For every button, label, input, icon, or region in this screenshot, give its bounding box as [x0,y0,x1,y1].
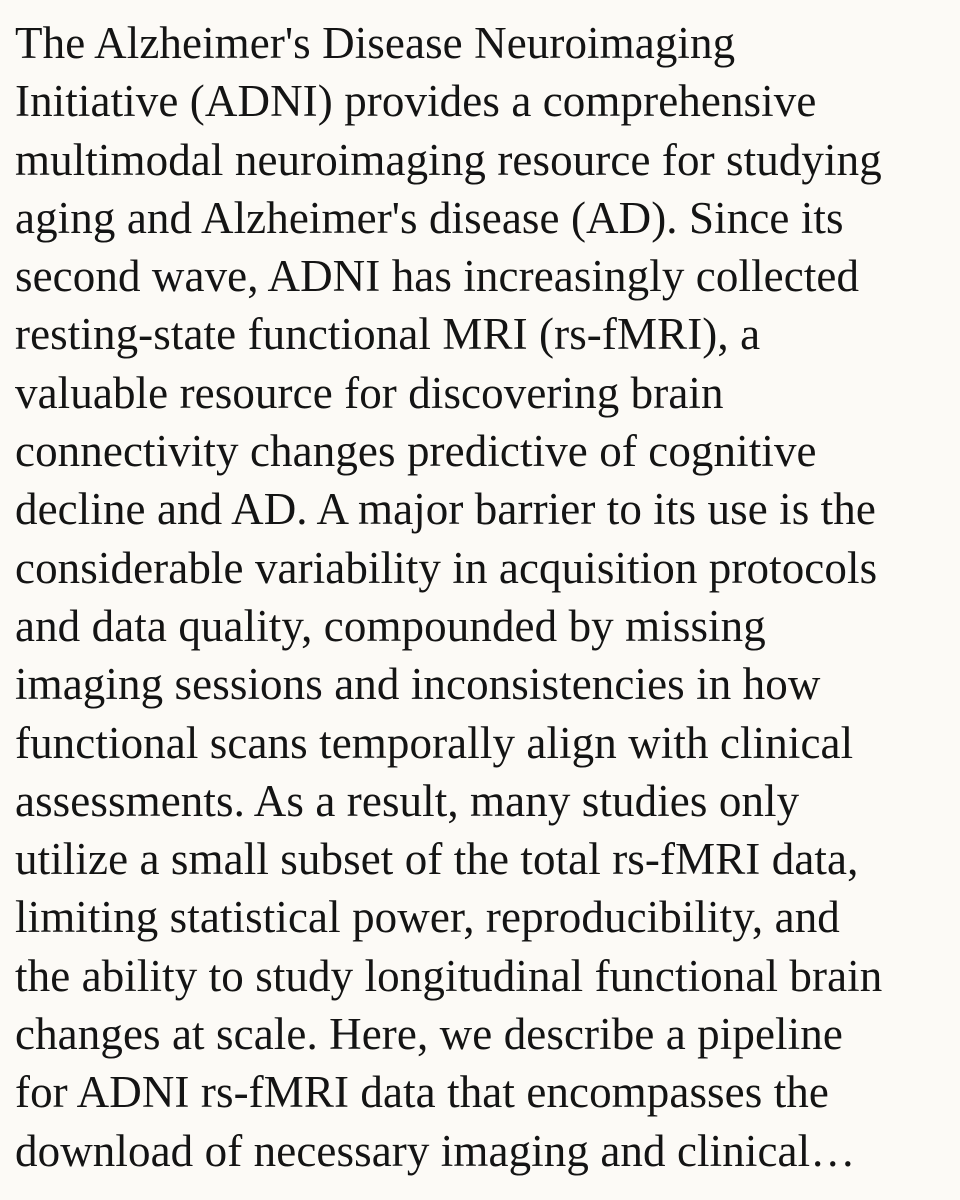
abstract-line-17: the ability to study longitudinal functional brain [15,950,883,1001]
abstract-line-18: changes at scale. Here, we describe a pipeline [15,1009,843,1060]
abstract-line-13: functional scans temporally align with clinical [15,717,854,768]
abstract-paragraph [15,14,960,1180]
abstract-line-5: second wave, ADNI has increasingly collected [15,251,860,302]
abstract-line-11: and data quality, compounded by missing [15,600,766,651]
abstract-line-20: download of necessary imaging and clinical… [15,1125,856,1176]
abstract-line-10: considerable variability in acquisition protocols [15,542,878,593]
abstract-line-2: Initiative (ADNI) provides a comprehensive [15,76,817,127]
abstract-line-14: assessments. As a result, many studies only [15,775,800,826]
abstract-line-4: aging and Alzheimer's disease (AD). Since its [15,192,844,243]
abstract-line-9: decline and AD. A major barrier to its use is the [15,484,876,535]
abstract-line-1: The Alzheimer's Disease Neuroimaging [15,18,736,68]
abstract-line-8: connectivity changes predictive of cognitive [15,426,817,477]
abstract-line-3: multimodal neuroimaging resource for studying [15,134,882,185]
abstract-line-6: resting-state functional MRI (rs-fMRI), a [15,309,761,360]
abstract-line-12: imaging sessions and inconsistencies in how [15,659,821,710]
abstract-line-15: utilize a small subset of the total rs-fMRI data, [15,834,859,885]
abstract-line-16: limiting statistical power, reproducibility, and [15,892,840,943]
abstract-line-19: for ADNI rs-fMRI data that encompasses the [15,1067,829,1118]
abstract-line-7: valuable resource for discovering brain [15,367,724,418]
